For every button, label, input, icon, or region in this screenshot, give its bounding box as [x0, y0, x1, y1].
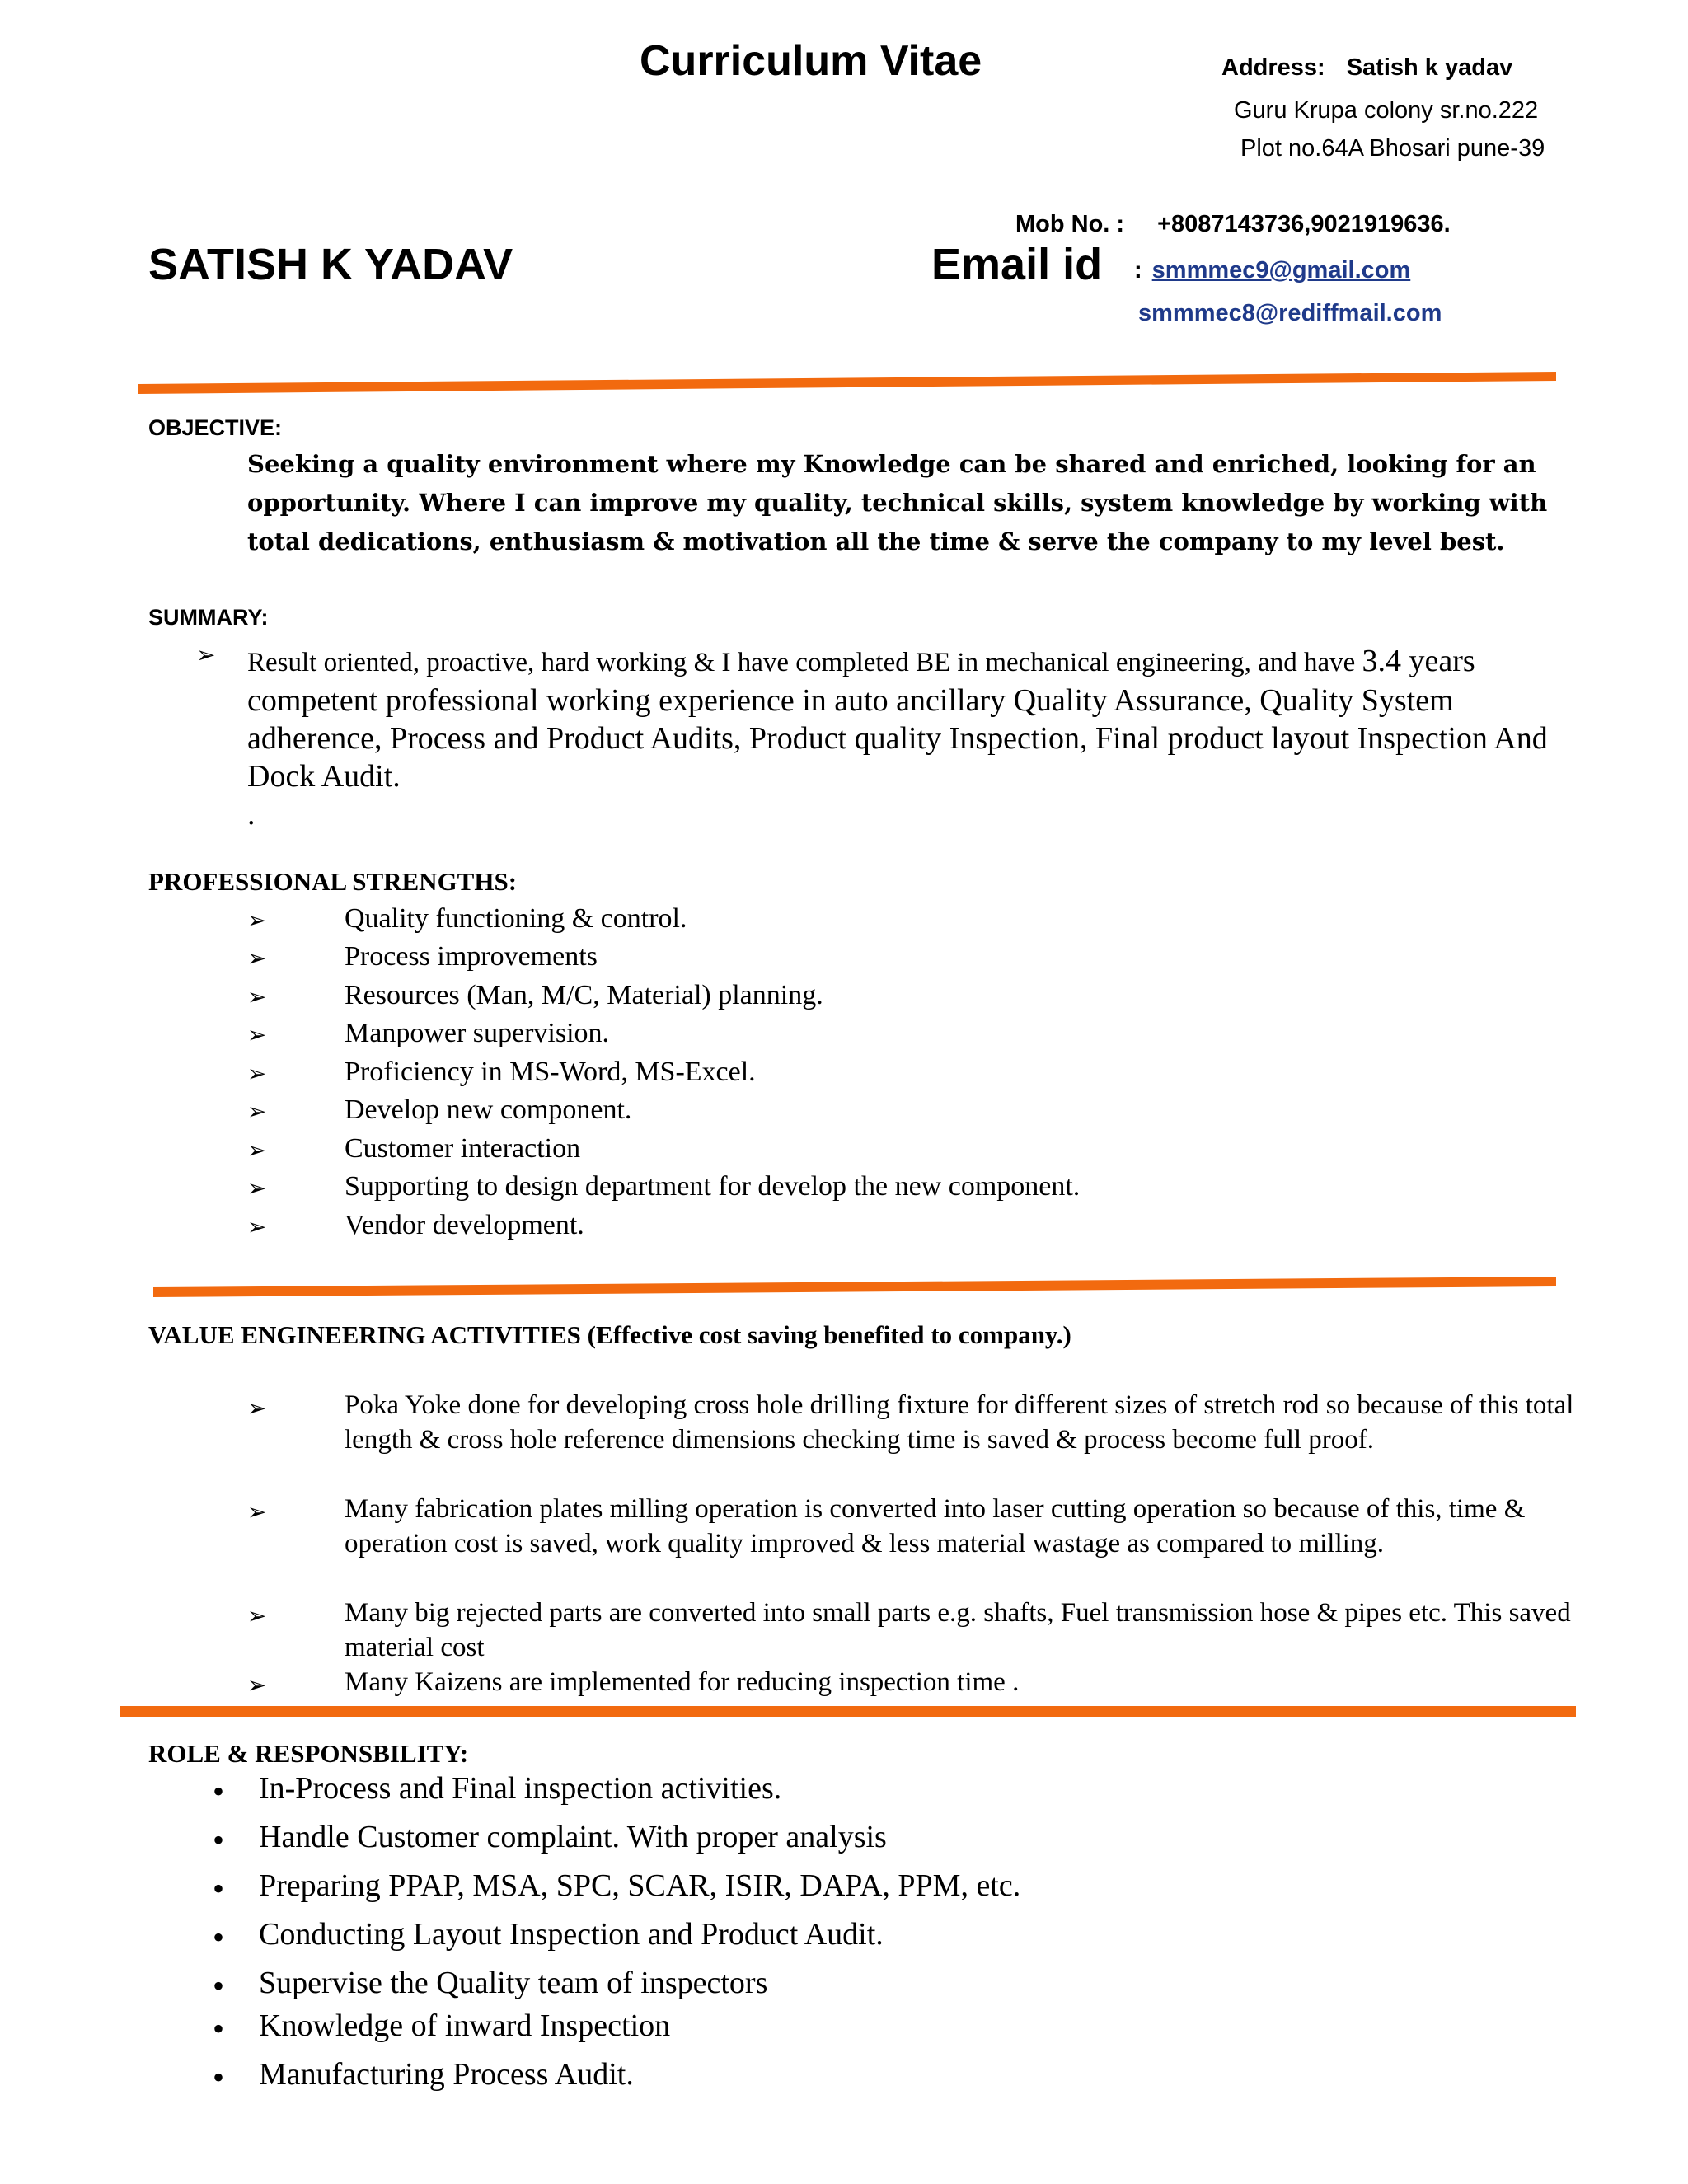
arrow-bullet-icon: ➢ [196, 641, 216, 668]
bullet-dot-icon: • [213, 1919, 225, 1956]
arrow-bullet-icon: ➢ [247, 1394, 267, 1422]
arrow-bullet-icon: ➢ [247, 1671, 267, 1699]
strength-item: Vendor development. [345, 1210, 584, 1240]
arrow-bullet-icon: ➢ [247, 1021, 267, 1048]
address-name: Satish k yadav [1346, 54, 1513, 81]
document-title: Curriculum Vitae [640, 37, 982, 85]
orange-divider-top [0, 0, 1688, 412]
arrow-bullet-icon: ➢ [247, 944, 267, 972]
value-engineering-item: Many big rejected parts are converted into small parts e.g. shafts, Fuel transmission hose & pipes etc. This saved material cost [345, 1598, 1571, 1662]
email-link-primary[interactable]: smmmec9@gmail.com [1151, 257, 1411, 284]
bullet-dot-icon: • [213, 2059, 225, 2096]
value-engineering-item: Many fabrication plates milling operation is converted into laser cutting operation so because of this, time & operation cost is saved, work quality improved & less material wastage as compared to milling. [345, 1494, 1526, 1558]
arrow-bullet-icon: ➢ [247, 1137, 267, 1164]
bullet-dot-icon: • [213, 1773, 225, 1810]
arrow-bullet-icon: ➢ [247, 907, 267, 934]
summary-text-start: Result oriented, proactive, hard working & I have completed BE in mechanical engineering, and have [247, 648, 1362, 677]
objective-text: Seeking a quality environment where my Knowledge can be shared and enriched, looking for an opportunity. Where I can improve my quality, technical skills, system knowledge by working with total dedications, enthusiasm & motivation all the time & serve the company to my level best. [247, 450, 1548, 555]
role-item: Preparing PPAP, MSA, SPC, SCAR, ISIR, DAPA, PPM, etc. [259, 1868, 1021, 1903]
summary-trailing-dot: . [247, 797, 256, 832]
value-engineering-item: Many Kaizens are implemented for reducing inspection time . [345, 1667, 1020, 1697]
arrow-bullet-icon: ➢ [247, 983, 267, 1010]
role-item: Manufacturing Process Audit. [259, 2057, 634, 2092]
role-item: Handle Customer complaint. With proper analysis [259, 1820, 887, 1854]
summary-heading: SUMMARY: [148, 605, 269, 630]
arrow-bullet-icon: ➢ [247, 1213, 267, 1240]
email-colon: : [1134, 257, 1142, 284]
orange-divider-bottom [120, 1706, 1576, 1717]
role-item: Conducting Layout Inspection and Product Audit. [259, 1917, 884, 1952]
arrow-bullet-icon: ➢ [247, 1602, 267, 1629]
candidate-name: SATISH K YADAV [148, 240, 513, 289]
role-item: In-Process and Final inspection activities. [259, 1771, 782, 1806]
role-item: Supervise the Quality team of inspectors [259, 1966, 768, 2000]
address-line-2: Plot no.64A Bhosari pune-39 [1240, 135, 1545, 162]
bullet-dot-icon: • [213, 1821, 225, 1858]
summary-text [247, 642, 1558, 795]
bullet-dot-icon: • [213, 1870, 225, 1907]
mobile-value: +8087143736,9021919636. [1157, 211, 1451, 237]
strength-item: Customer interaction [345, 1133, 581, 1164]
strength-item: Process improvements [345, 941, 598, 972]
bullet-dot-icon: • [213, 2010, 225, 2047]
email-label: Email id [931, 240, 1103, 289]
address-label: Address: [1221, 54, 1325, 81]
strength-item: Develop new component. [345, 1094, 632, 1125]
value-engineering-heading: VALUE ENGINEERING ACTIVITIES (Effective cost saving benefited to company.) [148, 1320, 1071, 1349]
role-item: Knowledge of inward Inspection [259, 2008, 671, 2043]
arrow-bullet-icon: ➢ [247, 1498, 267, 1526]
address-line-1: Guru Krupa colony sr.no.222 [1234, 97, 1539, 124]
email-secondary: smmmec8@rediffmail.com [1138, 300, 1442, 326]
strengths-heading: PROFESSIONAL STRENGTHS: [148, 867, 518, 896]
role-heading: ROLE & RESPONSBILITY: [148, 1739, 469, 1768]
value-engineering-item: Poka Yoke done for developing cross hole drilling fixture for different sizes of stretch rod so because of this total length & cross hole reference dimensions checking time is saved & process become full proof. [345, 1390, 1574, 1455]
summary-text-rest: 3.4 years competent professional working experience in auto ancillary Quality Assurance, Quality System adherence, Process and Product Audits, Product quality Inspection, Final product layout Inspection And Dock Audit. [247, 644, 1548, 794]
orange-divider-middle [0, 1269, 1688, 1302]
arrow-bullet-icon: ➢ [247, 1060, 267, 1087]
arrow-bullet-icon: ➢ [247, 1098, 267, 1125]
arrow-bullet-icon: ➢ [247, 1174, 267, 1202]
strength-item: Quality functioning & control. [345, 903, 687, 934]
objective-heading: OBJECTIVE: [148, 415, 283, 440]
strength-item: Resources (Man, M/C, Material) planning. [345, 980, 823, 1010]
strength-item: Proficiency in MS-Word, MS-Excel. [345, 1057, 756, 1087]
strength-item: Manpower supervision. [345, 1018, 610, 1048]
bullet-dot-icon: • [213, 1967, 225, 2004]
mobile-label: Mob No. : [1015, 211, 1125, 237]
strength-item: Supporting to design department for develop the new component. [345, 1171, 1081, 1202]
